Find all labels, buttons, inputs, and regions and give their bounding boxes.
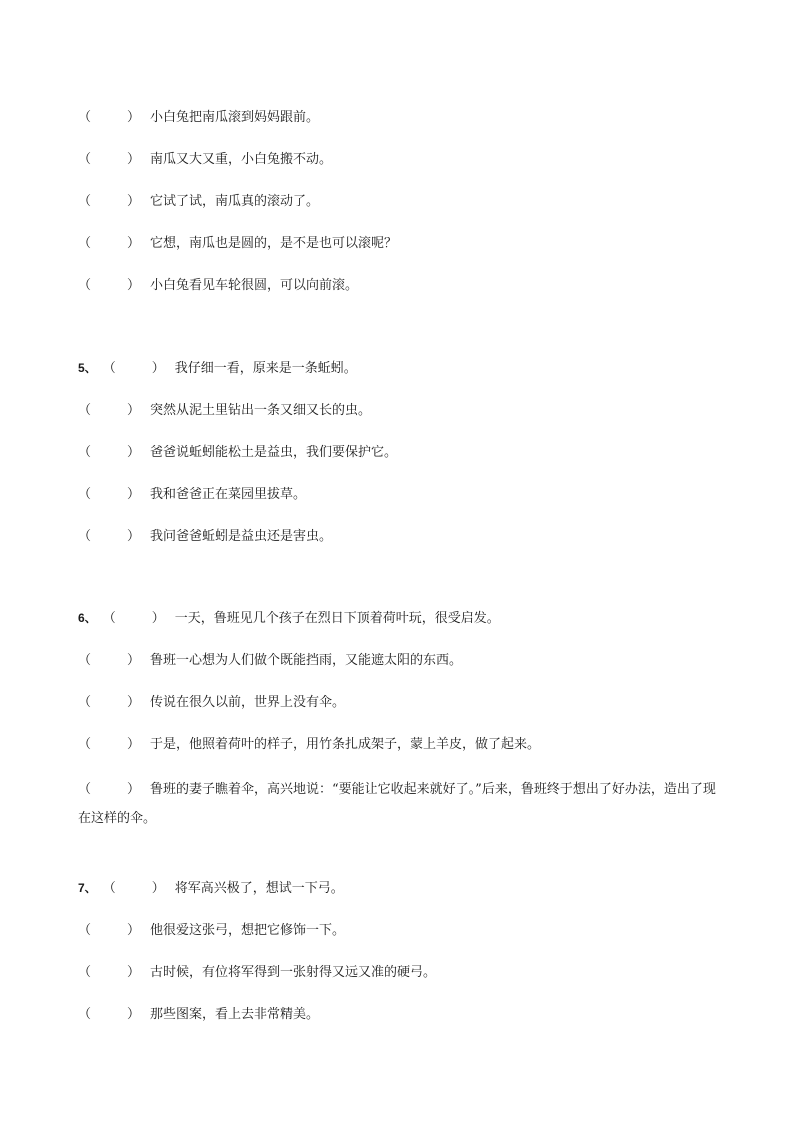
answer-blank[interactable]: （ ） — [78, 278, 141, 293]
item-text: 我仔细一看，原来是一条蚯蚓。 — [174, 361, 357, 376]
item-text: 传说在很久以前，世界上没有伞。 — [150, 695, 346, 710]
answer-blank[interactable]: （ ） — [78, 403, 141, 418]
item-text: 小白兔看见车轮很圆，可以向前滚。 — [150, 278, 359, 293]
ordering-item — [78, 358, 728, 379]
ordering-item — [78, 526, 728, 547]
ordering-item — [78, 734, 728, 755]
answer-blank[interactable]: （ ） — [78, 1007, 141, 1022]
question-number: 7、 — [78, 881, 97, 895]
item-text: 爸爸说蚯蚓能松土是益虫，我们要保护它。 — [150, 445, 398, 460]
item-text: 我问爸爸蚯蚓是益虫还是害虫。 — [150, 529, 333, 544]
ordering-item — [78, 650, 728, 671]
item-text: 小白兔把南瓜滚到妈妈跟前。 — [150, 110, 320, 125]
answer-blank[interactable]: （ ） — [78, 529, 141, 544]
answer-blank[interactable]: （ ） — [78, 236, 141, 251]
item-text: 将军高兴极了，想试一下弓。 — [174, 881, 344, 896]
answer-blank[interactable]: （ ） — [78, 923, 141, 938]
question-number: 6、 — [78, 611, 97, 625]
item-text: 鲁班一心想为人们做个既能挡雨，又能遮太阳的东西。 — [150, 653, 463, 668]
answer-blank[interactable]: （ ） — [78, 737, 141, 752]
ordering-item — [78, 400, 728, 421]
ordering-item — [78, 878, 728, 899]
answer-blank[interactable]: （ ） — [102, 361, 165, 376]
item-text: 突然从泥土里钻出一条又细又长的虫。 — [150, 403, 372, 418]
ordering-item — [78, 275, 728, 296]
item-text: 那些图案，看上去非常精美。 — [150, 1007, 320, 1022]
answer-blank[interactable]: （ ） — [78, 194, 141, 209]
answer-blank[interactable]: （ ） — [78, 487, 141, 502]
item-text: 南瓜又大又重，小白兔搬不动。 — [150, 152, 333, 167]
ordering-item — [78, 608, 728, 629]
answer-blank[interactable]: （ ） — [78, 445, 141, 460]
ordering-item — [78, 149, 728, 170]
ordering-item — [78, 191, 728, 212]
ordering-item — [78, 692, 728, 713]
item-text: 它想，南瓜也是圆的，是不是也可以滚呢？ — [150, 236, 398, 251]
answer-blank[interactable]: （ ） — [78, 965, 141, 980]
answer-blank[interactable]: （ ） — [78, 695, 141, 710]
ordering-item — [78, 442, 728, 463]
answer-blank[interactable]: （ ） — [78, 152, 141, 167]
ordering-item — [78, 775, 728, 833]
ordering-item — [78, 1004, 728, 1025]
ordering-item — [78, 107, 728, 128]
ordering-item — [78, 920, 728, 941]
question-number: 5、 — [78, 361, 97, 375]
item-text: 我和爸爸正在菜园里拔草。 — [150, 487, 307, 502]
answer-blank[interactable]: （ ） — [78, 782, 141, 797]
item-text: 于是，他照着荷叶的样子，用竹条扎成架子，蒙上羊皮，做了起来。 — [150, 737, 541, 752]
item-text: 他很爱这张弓，想把它修饰一下。 — [150, 923, 346, 938]
item-text: 一天，鲁班见几个孩子在烈日下顶着荷叶玩，很受启发。 — [174, 611, 500, 626]
item-text: 它试了试，南瓜真的滚动了。 — [150, 194, 320, 209]
answer-blank[interactable]: （ ） — [102, 611, 165, 626]
item-text: 古时候，有位将军得到一张射得又远又准的硬弓。 — [150, 965, 437, 980]
ordering-item — [78, 233, 728, 254]
ordering-item — [78, 484, 728, 505]
answer-blank[interactable]: （ ） — [78, 110, 141, 125]
item-text: 鲁班的妻子瞧着伞，高兴地说：“要能让它收起来就好了。”后来，鲁班终于想出了好办法，造出了现在这样的伞。 — [78, 782, 716, 826]
ordering-item — [78, 962, 728, 983]
answer-blank[interactable]: （ ） — [78, 653, 141, 668]
answer-blank[interactable]: （ ） — [102, 881, 165, 896]
